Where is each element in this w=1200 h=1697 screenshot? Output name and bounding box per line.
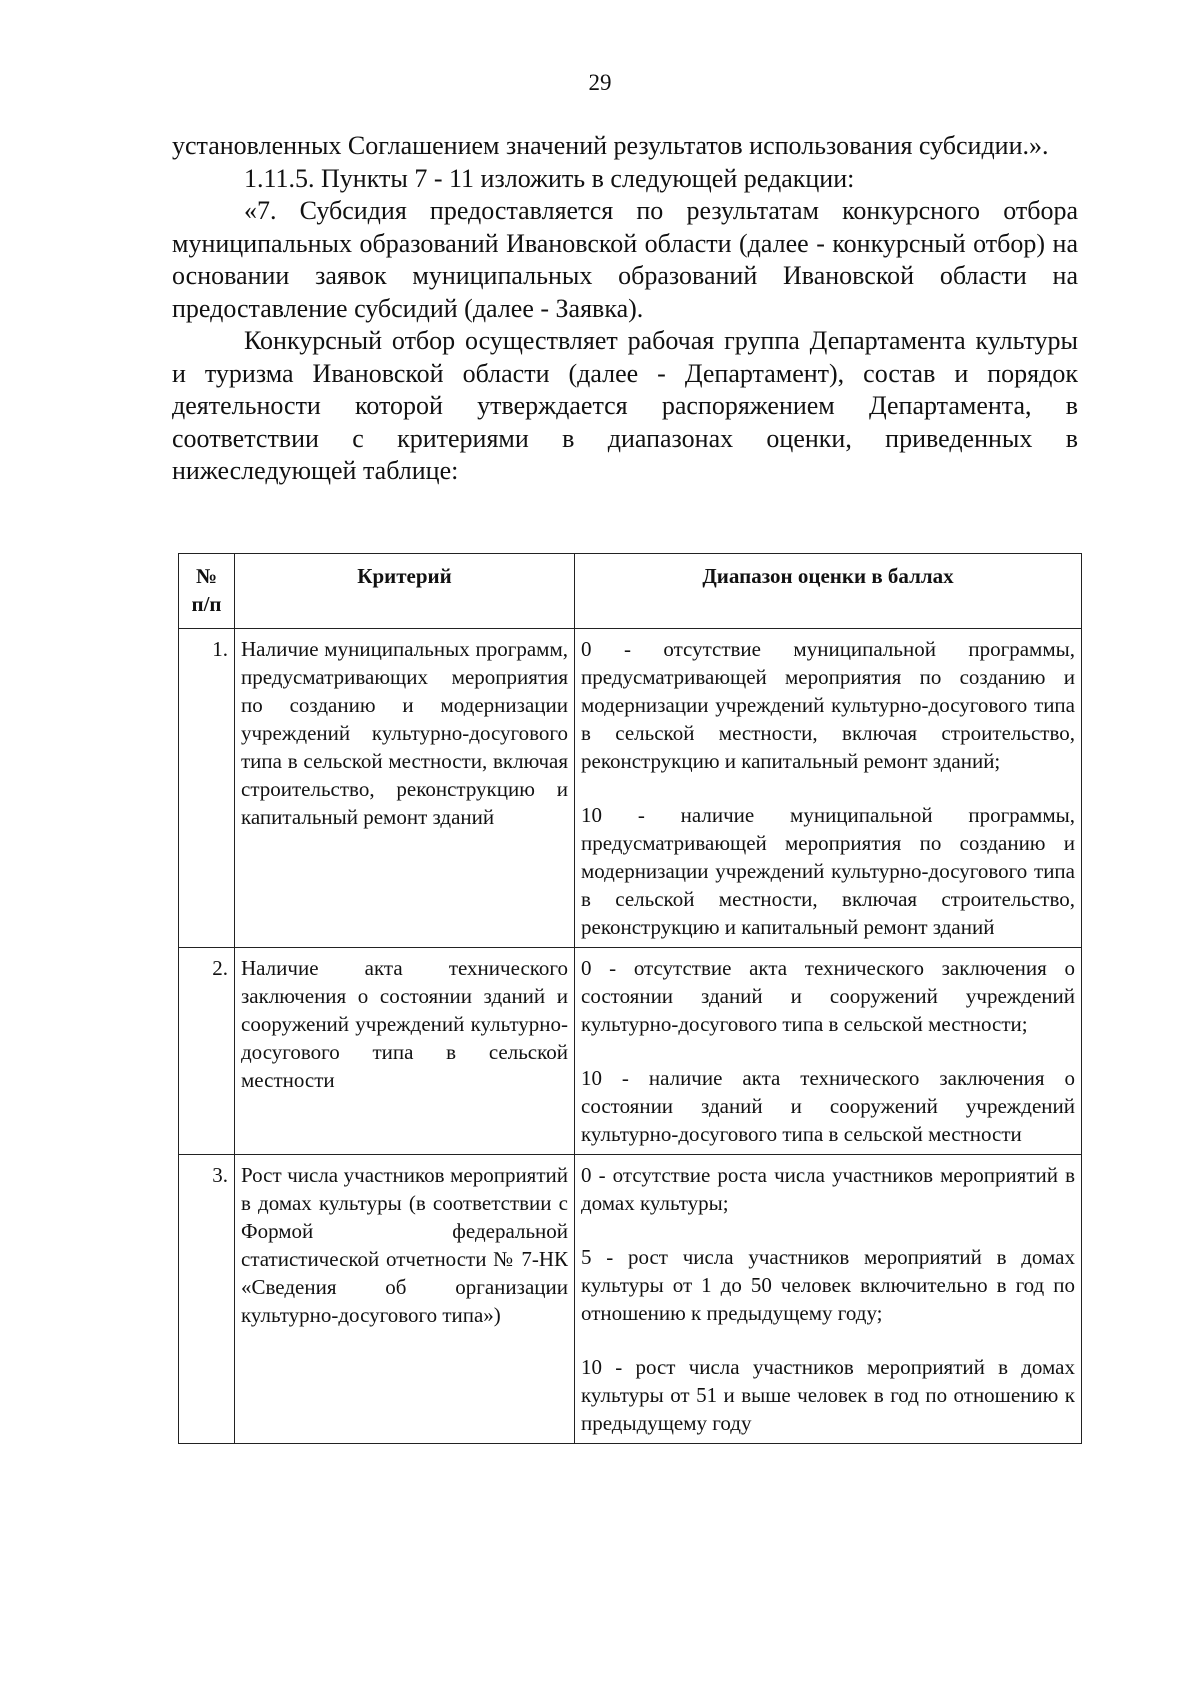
criteria-table [178, 553, 1082, 1444]
page-number: 29 [588, 70, 612, 95]
range-item: 10 - наличие муниципальной программы, предусматривающей мероприятия по созданию и модернизации учреждений культурно-досугового типа в сельской местности, включая строительство, реконструкцию и капитальный ремонт зданий [581, 803, 1075, 939]
row-criterion: Наличие акта технического заключения о состоянии зданий и сооружений учреждений культурно-досугового типа в сельской местности [235, 948, 575, 1155]
table-row [179, 948, 1082, 1155]
row-num: 2. [179, 948, 235, 1155]
table-header-row [179, 554, 1082, 629]
range-item: 0 - отсутствие акта технического заключения о состоянии зданий и сооружений учреждений культурно-досугового типа в сельской местности; [581, 956, 1075, 1036]
table-row [179, 1155, 1082, 1444]
paragraph-selection: Конкурсный отбор осуществляет рабочая группа Департамента культуры и туризма Ивановской области (далее - Департамент), состав и порядок деятельности которой утверждается распоряжением Департамента, в соответствии с критериями в диапазонах оценки, приведенных в нижеследующей таблице: [172, 326, 1078, 485]
range-item: 10 - рост числа участников мероприятий в домах культуры от 51 и выше человек в год по отношению к предыдущему году [581, 1355, 1075, 1435]
table-row [179, 629, 1082, 948]
row-criterion: Наличие муниципальных программ, предусматривающих мероприятия по созданию и модернизации учреждений культурно-досугового типа в сельской местности, включая строительство, реконструкцию и капитальный ремонт зданий [235, 629, 575, 948]
row-range [575, 629, 1082, 948]
header-num: № п/п [179, 554, 235, 629]
range-item: 0 - отсутствие муниципальной программы, предусматривающей мероприятия по созданию и модернизации учреждений культурно-досугового типа в сельской местности, включая строительство, реконструкцию и капитальный ремонт зданий; [581, 637, 1075, 773]
row-num: 3. [179, 1155, 235, 1444]
header-criterion: Критерий [235, 554, 575, 629]
row-num: 1. [179, 629, 235, 948]
paragraph-clause-7: «7. Субсидия предоставляется по результатам конкурсного отбора муниципальных образований Ивановской области (далее - конкурсный отбор) на основании заявок муниципальных образований Ивановской области на предоставление субсидий (далее - Заявка). [172, 196, 1078, 323]
paragraph-continuation: установленных Соглашением значений результатов использования субсидии.». [172, 131, 1049, 160]
range-item: 0 - отсутствие роста числа участников мероприятий в домах культуры; [581, 1163, 1075, 1215]
header-range: Диапазон оценки в баллах [575, 554, 1082, 629]
row-range [575, 1155, 1082, 1444]
range-item: 5 - рост числа участников мероприятий в домах культуры от 1 до 50 человек включительно в год по отношению к предыдущему году; [581, 1245, 1075, 1325]
range-item: 10 - наличие акта технического заключения о состоянии зданий и сооружений учреждений культурно-досугового типа в сельской местности [581, 1066, 1075, 1146]
paragraph-amendment: 1.11.5. Пункты 7 - 11 изложить в следующей редакции: [244, 163, 855, 193]
document-body [172, 130, 1078, 488]
row-range [575, 948, 1082, 1155]
row-criterion: Рост числа участников мероприятий в домах культуры (в соответствии с Формой федеральной статистической отчетности № 7-НК «Сведения об организации культурно-досугового типа») [235, 1155, 575, 1444]
